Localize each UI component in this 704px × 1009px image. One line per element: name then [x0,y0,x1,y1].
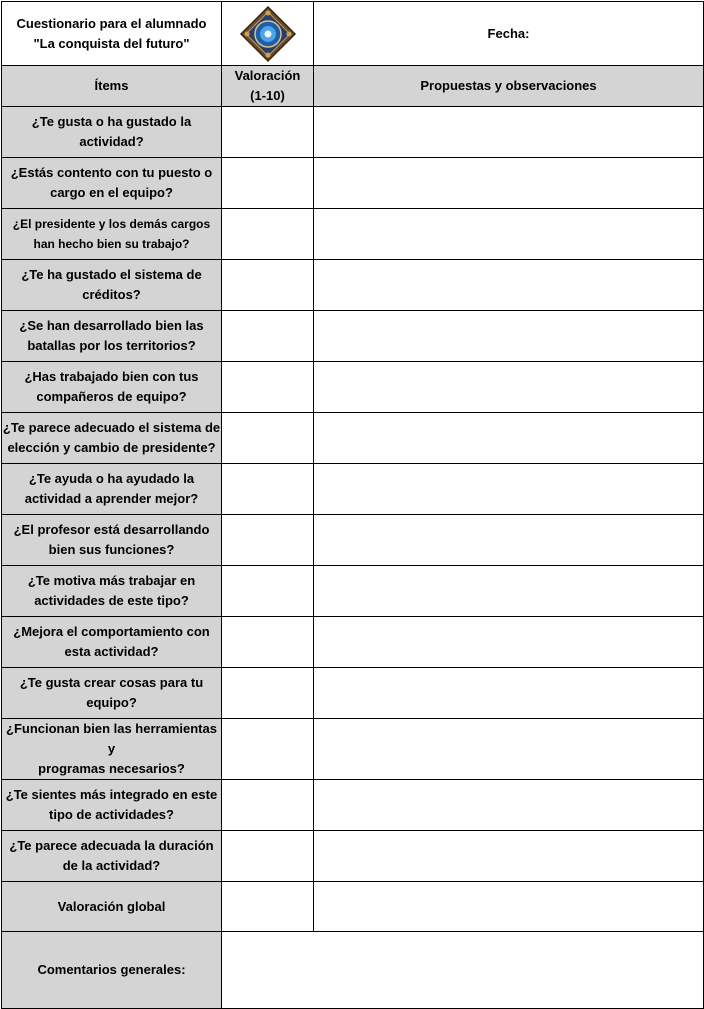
observations-field[interactable] [314,780,704,831]
question-label: ¿Te ha gustado el sistema de créditos? [2,260,222,311]
question-row [2,719,704,780]
observations-field[interactable] [314,515,704,566]
comments-label: Comentarios generales: [2,932,222,1009]
rating-field[interactable] [222,831,314,882]
rating-column-header: Valoración (1-10) [222,66,314,107]
question-row [2,668,704,719]
question-row [2,413,704,464]
rating-field[interactable] [222,515,314,566]
question-row [2,780,704,831]
observations-field[interactable] [314,362,704,413]
question-label: ¿Te gusta o ha gustado la actividad? [2,107,222,158]
rating-field[interactable] [222,107,314,158]
rating-field[interactable] [222,780,314,831]
question-row [2,515,704,566]
observations-field[interactable] [314,617,704,668]
observations-field[interactable] [314,566,704,617]
comments-field[interactable] [222,932,704,1009]
question-label: ¿Te parece adecuado el sistema de elección y cambio de presidente? [2,413,222,464]
rating-field[interactable] [222,311,314,362]
observations-field[interactable] [314,260,704,311]
question-row [2,107,704,158]
observations-field[interactable] [314,719,704,780]
observations-field[interactable] [314,413,704,464]
question-label: ¿El profesor está desarrollando bien sus funciones? [2,515,222,566]
question-label: ¿Has trabajado bien con tus compañeros de equipo? [2,362,222,413]
rating-field[interactable] [222,617,314,668]
question-label: ¿Se han desarrollado bien las batallas por los territorios? [2,311,222,362]
global-rating-field[interactable] [222,882,314,932]
questionnaire-title: Cuestionario para el alumnado "La conquista del futuro" [2,2,222,66]
question-row [2,464,704,515]
question-label: ¿Funcionan bien las herramientas y programas necesarios? [2,719,222,780]
question-row [2,831,704,882]
rating-field[interactable] [222,668,314,719]
question-label: ¿Te parece adecuada la duración de la actividad? [2,831,222,882]
column-header-row [2,66,704,107]
question-label: ¿Te ayuda o ha ayudado la actividad a aprender mejor? [2,464,222,515]
date-label: Fecha: [487,25,530,41]
rating-field[interactable] [222,566,314,617]
rating-field[interactable] [222,209,314,260]
rating-field[interactable] [222,260,314,311]
observations-field[interactable] [314,668,704,719]
logo-cell [222,2,314,66]
question-row [2,311,704,362]
observations-field[interactable] [314,311,704,362]
question-row [2,260,704,311]
global-rating-label: Valoración global [2,882,222,932]
question-label: ¿Te motiva más trabajar en actividades de este tipo? [2,566,222,617]
rating-field[interactable] [222,413,314,464]
date-cell[interactable] [314,2,704,66]
question-row [2,209,704,260]
rating-field[interactable] [222,362,314,413]
question-row [2,158,704,209]
question-label: ¿Te sientes más integrado en este tipo de actividades? [2,780,222,831]
observations-field[interactable] [314,464,704,515]
questionnaire-table [1,1,704,1009]
rating-field[interactable] [222,719,314,780]
observations-field[interactable] [314,831,704,882]
question-label: ¿El presidente y los demás cargos han hecho bien su trabajo? [2,209,222,260]
global-observations-field[interactable] [314,882,704,932]
comments-row [2,932,704,1009]
observations-field[interactable] [314,209,704,260]
rating-field[interactable] [222,464,314,515]
question-row [2,617,704,668]
items-column-header: Ítems [2,66,222,107]
observations-field[interactable] [314,107,704,158]
emblem-icon [239,5,297,63]
global-rating-row [2,882,704,932]
question-row [2,566,704,617]
question-label: ¿Mejora el comportamiento con esta actividad? [2,617,222,668]
observations-field[interactable] [314,158,704,209]
question-row [2,362,704,413]
question-label: ¿Te gusta crear cosas para tu equipo? [2,668,222,719]
header-row [2,2,704,66]
rating-field[interactable] [222,158,314,209]
question-label: ¿Estás contento con tu puesto o cargo en el equipo? [2,158,222,209]
proposals-column-header: Propuestas y observaciones [314,66,704,107]
